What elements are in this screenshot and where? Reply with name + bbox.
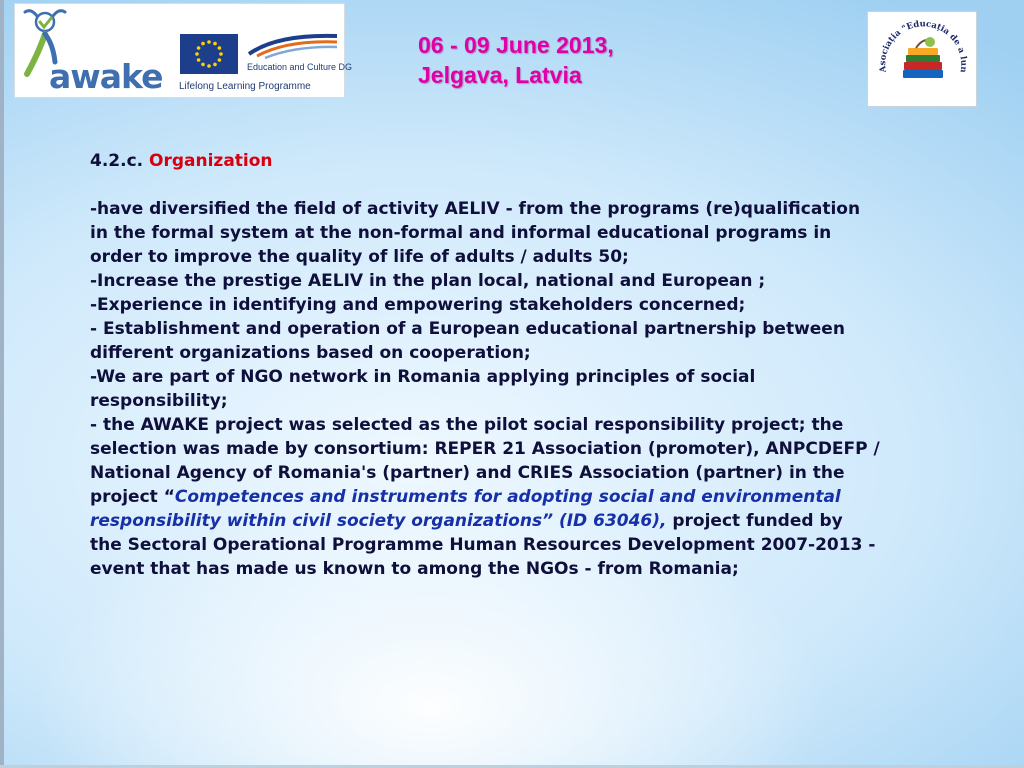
- section-title: Organization: [149, 151, 273, 171]
- slide-left-border: [0, 0, 4, 768]
- event-date: 06 - 09 June 2013,: [418, 32, 614, 58]
- event-place: Jelgava, Latvia: [418, 62, 582, 88]
- paragraph-activity: -have diversified the field of activity AELIV - from the programs (re)qualification in the formal system at the non-formal and informal educational programs in order to improve the quality of life of adults / adults 50;: [90, 199, 861, 267]
- section-number: 4.2.c.: [90, 151, 144, 171]
- svg-text:Asociația "Educația de a lungu: Asociația "Educația de a lun: [878, 19, 969, 74]
- education-culture-caption: Education and Culture DG: [247, 62, 353, 72]
- awake-logo-text: awake: [49, 57, 163, 96]
- paragraph-experience: -Experience in identifying and empowering stakeholders concerned;: [90, 295, 746, 315]
- association-logo: [867, 11, 977, 107]
- books-seal-icon: [868, 12, 976, 106]
- project-title-emphasis: Competences and instruments for adopting social and environmental responsibility within civil society organizations” (ID 63046),: [90, 487, 841, 531]
- awake-project-text-start: - the AWAKE project was selected as the pilot social responsibility project; the selection was made by consortium: REPER 21 Association (promoter), ANPCDEFP / National Agency of Romania's (partner) and CRIES Association (partner) in the project “: [90, 415, 880, 507]
- paragraph-ngo-network: -We are part of NGO network in Romania applying principles of social responsibility;: [90, 367, 756, 411]
- slide-content: [90, 149, 880, 581]
- paragraph-awake-project: [90, 413, 880, 581]
- awake-eu-logo-banner: [14, 3, 353, 98]
- lifelong-learning-caption: Lifelong Learning Programme: [179, 81, 311, 92]
- paragraph-prestige: -Increase the prestige AELIV in the plan local, national and European ;: [90, 271, 766, 291]
- education-culture-swoosh-icon: [247, 30, 339, 60]
- awake-project-text-end: project funded by the Sectoral Operational Programme Human Resources Development 2007-2013 - event that has made us known to among the NGOs - from Romania;: [90, 511, 876, 579]
- paragraph-partnership: - Establishment and operation of a European educational partnership between different organizations based on cooperation;: [90, 319, 845, 363]
- section-heading: [90, 149, 880, 173]
- eu-flag-icon: [180, 34, 238, 74]
